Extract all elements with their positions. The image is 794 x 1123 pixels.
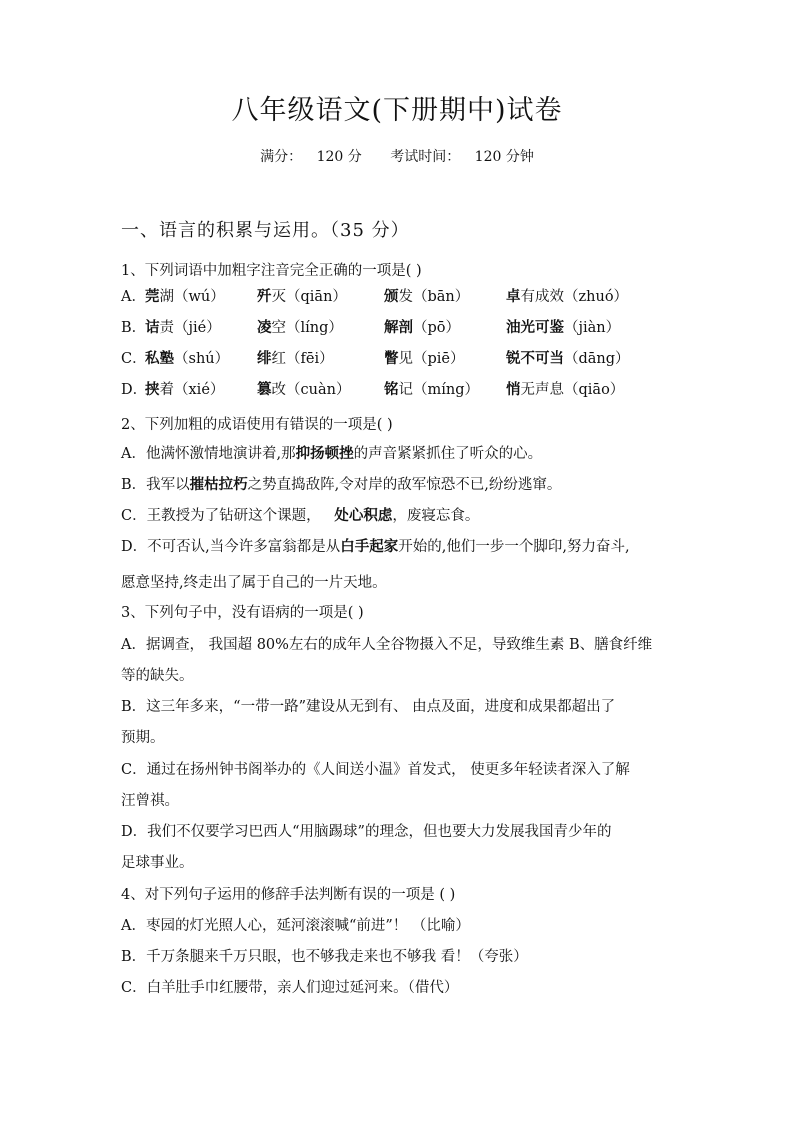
q1-option-word: [145, 378, 224, 399]
q1-word-rest: 记（míng）: [398, 382, 480, 398]
q2-b-pre: B．我军以: [121, 477, 190, 493]
time-label: 考试时间：: [390, 149, 461, 165]
q4-option-c: C．白羊肚手巾红腰带，亲人们迎过延河来。（借代）: [121, 980, 459, 996]
q1-option-word: [257, 378, 350, 399]
q1-word-rest: 灭（qiān）: [271, 289, 347, 305]
q2-option-d: [121, 535, 630, 556]
q1-bold-char: 悄: [506, 381, 521, 398]
q3-option-b: B．这三年多来，“一带一路”建设从无到有、 由点及面，进度和成果都超出了: [121, 699, 616, 715]
q2-b-post: 之势直捣敌阵,令对岸的敌军惊恐不已,纷纷逃窜。: [247, 477, 562, 493]
q1-bold-char: 铭: [384, 381, 399, 398]
q2-option-b: [121, 473, 561, 494]
q2-d-idiom: 白手起家: [340, 538, 399, 555]
q1-option-letter: A．: [121, 289, 146, 305]
q1-word-rest: 责（jié）: [159, 320, 221, 336]
q2-d-post: 开始的,他们一步一个脚印,努力奋斗,: [398, 539, 630, 555]
q1-option-word: [145, 316, 221, 337]
q1-word-rest: 见（piē）: [398, 351, 465, 367]
q1-stem: 1、下列词语中加粗字注音完全正确的一项是( ): [121, 263, 422, 279]
q1-bold-char: 解剖: [384, 319, 413, 336]
q1-bold-char: 锐不可当: [506, 350, 564, 367]
q1-word-rest: 改（cuàn）: [271, 382, 351, 398]
q4-stem: 4、对下列句子运用的修辞手法判断有误的一项是 ( ): [121, 887, 456, 903]
q1-option-word: [506, 347, 630, 368]
q1-bold-char: 凌: [257, 319, 272, 336]
q1-bold-char: 瞥: [384, 350, 399, 367]
q2-c-pre: C．王教授为了钻研这个课题，: [121, 508, 335, 524]
q2-d-pre: D．不可否认,当今许多富翁都是从: [121, 539, 341, 555]
q1-bold-char: 卓: [506, 288, 521, 305]
q1-option-word: [506, 378, 624, 399]
q1-word-rest: 发（bān）: [398, 289, 470, 305]
q1-option-word: [257, 347, 334, 368]
q1-bold-char: 私塾: [145, 350, 174, 367]
q2-option-d-cont: 愿意坚持,终走出了属于自己的一片天地。: [121, 575, 387, 591]
q2-b-idiom: 摧枯拉朽: [189, 476, 248, 493]
q3-option-c-cont: 汪曾祺。: [121, 793, 179, 809]
q1-word-rest: 空（líng）: [271, 320, 343, 336]
q2-c-post: ，废寝忘食。: [392, 508, 480, 524]
q1-option-word: [506, 285, 628, 306]
q2-option-a: [121, 442, 542, 463]
q3-option-a-cont: 等的缺失。: [121, 668, 194, 684]
q2-c-idiom: 处心积虑: [334, 507, 393, 524]
q1-option-word: [384, 378, 479, 399]
q1-word-rest: 无声息（qiāo）: [520, 382, 625, 398]
q2-option-c: [121, 504, 479, 525]
q3-stem: 3、下列句子中，没有语病的一项是( ): [121, 605, 364, 621]
q2-a-pre: A．他满怀激情地演讲着,那: [121, 446, 296, 462]
q4-option-b: B．千万条腿来千万只眼，也不够我走来也不够我 看！（夸张）: [121, 949, 528, 965]
q1-word-rest: 有成效（zhuó）: [520, 289, 629, 305]
q1-option-word: [257, 316, 343, 337]
q3-option-a: A．据调查， 我国超 80%左右的成年人全谷物摄入不足，导致维生素 B、膳食纤维: [121, 637, 653, 653]
q1-bold-char: 诘: [145, 319, 160, 336]
q1-option-word: [257, 285, 347, 306]
q2-a-idiom: 抑扬顿挫: [295, 445, 354, 462]
q1-bold-char: 颁: [384, 288, 399, 305]
full-score-label: 满分：: [260, 149, 303, 165]
q1-option-word: [384, 285, 469, 306]
q1-bold-char: 油光可鉴: [506, 319, 564, 336]
q3-option-c: C．通过在扬州钟书阁举办的《人间送小温》首发式， 使更多年轻读者深入了解: [121, 762, 630, 778]
q1-bold-char: 挟: [145, 381, 160, 398]
q4-option-a: A．枣园的灯光照人心，延河滚滚喊“前进”！ （比喻）: [121, 918, 470, 934]
section-heading: 一、语言的积累与运用。（35 分）: [121, 220, 410, 241]
q1-option-letter: D．: [121, 382, 148, 398]
q3-option-b-cont: 预期。: [121, 730, 165, 746]
q2-stem: 2、下列加粗的成语使用有错误的一项是( ): [121, 417, 393, 433]
q1-word-rest: 湖（wú）: [159, 289, 225, 305]
q1-option-word: [506, 316, 620, 337]
q1-bold-char: 绯: [257, 350, 272, 367]
q1-word-rest: 红（fēi）: [271, 351, 334, 367]
q1-bold-char: 歼: [257, 288, 272, 305]
page-title: 八年级语文(下册期中)试卷: [231, 95, 563, 126]
q1-option-word: [384, 316, 460, 337]
q1-word-rest: （jiàn）: [564, 320, 621, 336]
q1-option-word: [145, 285, 225, 306]
q1-word-rest: （pō）: [413, 320, 461, 336]
q1-bold-char: 篡: [257, 381, 272, 398]
q3-option-d: D．我们不仅要学习巴西人“用脑踢球”的理念，但也要大力发展我国青少年的: [121, 824, 612, 840]
time-value: 120 分钟: [474, 149, 534, 165]
q1-word-rest: 着（xié）: [159, 382, 225, 398]
q2-a-post: 的声音紧紧抓住了听众的心。: [353, 446, 543, 462]
q3-option-d-cont: 足球事业。: [121, 855, 194, 871]
q1-word-rest: （dāng）: [564, 351, 630, 367]
q1-option-letter: B．: [121, 320, 147, 336]
q1-option-letter: C．: [121, 351, 147, 367]
exam-meta: [0, 146, 794, 166]
full-score-value: 120 分: [316, 149, 362, 165]
q1-word-rest: （shú）: [174, 351, 230, 367]
q1-bold-char: 莞: [145, 288, 160, 305]
q1-option-word: [145, 347, 229, 368]
q1-option-word: [384, 347, 465, 368]
